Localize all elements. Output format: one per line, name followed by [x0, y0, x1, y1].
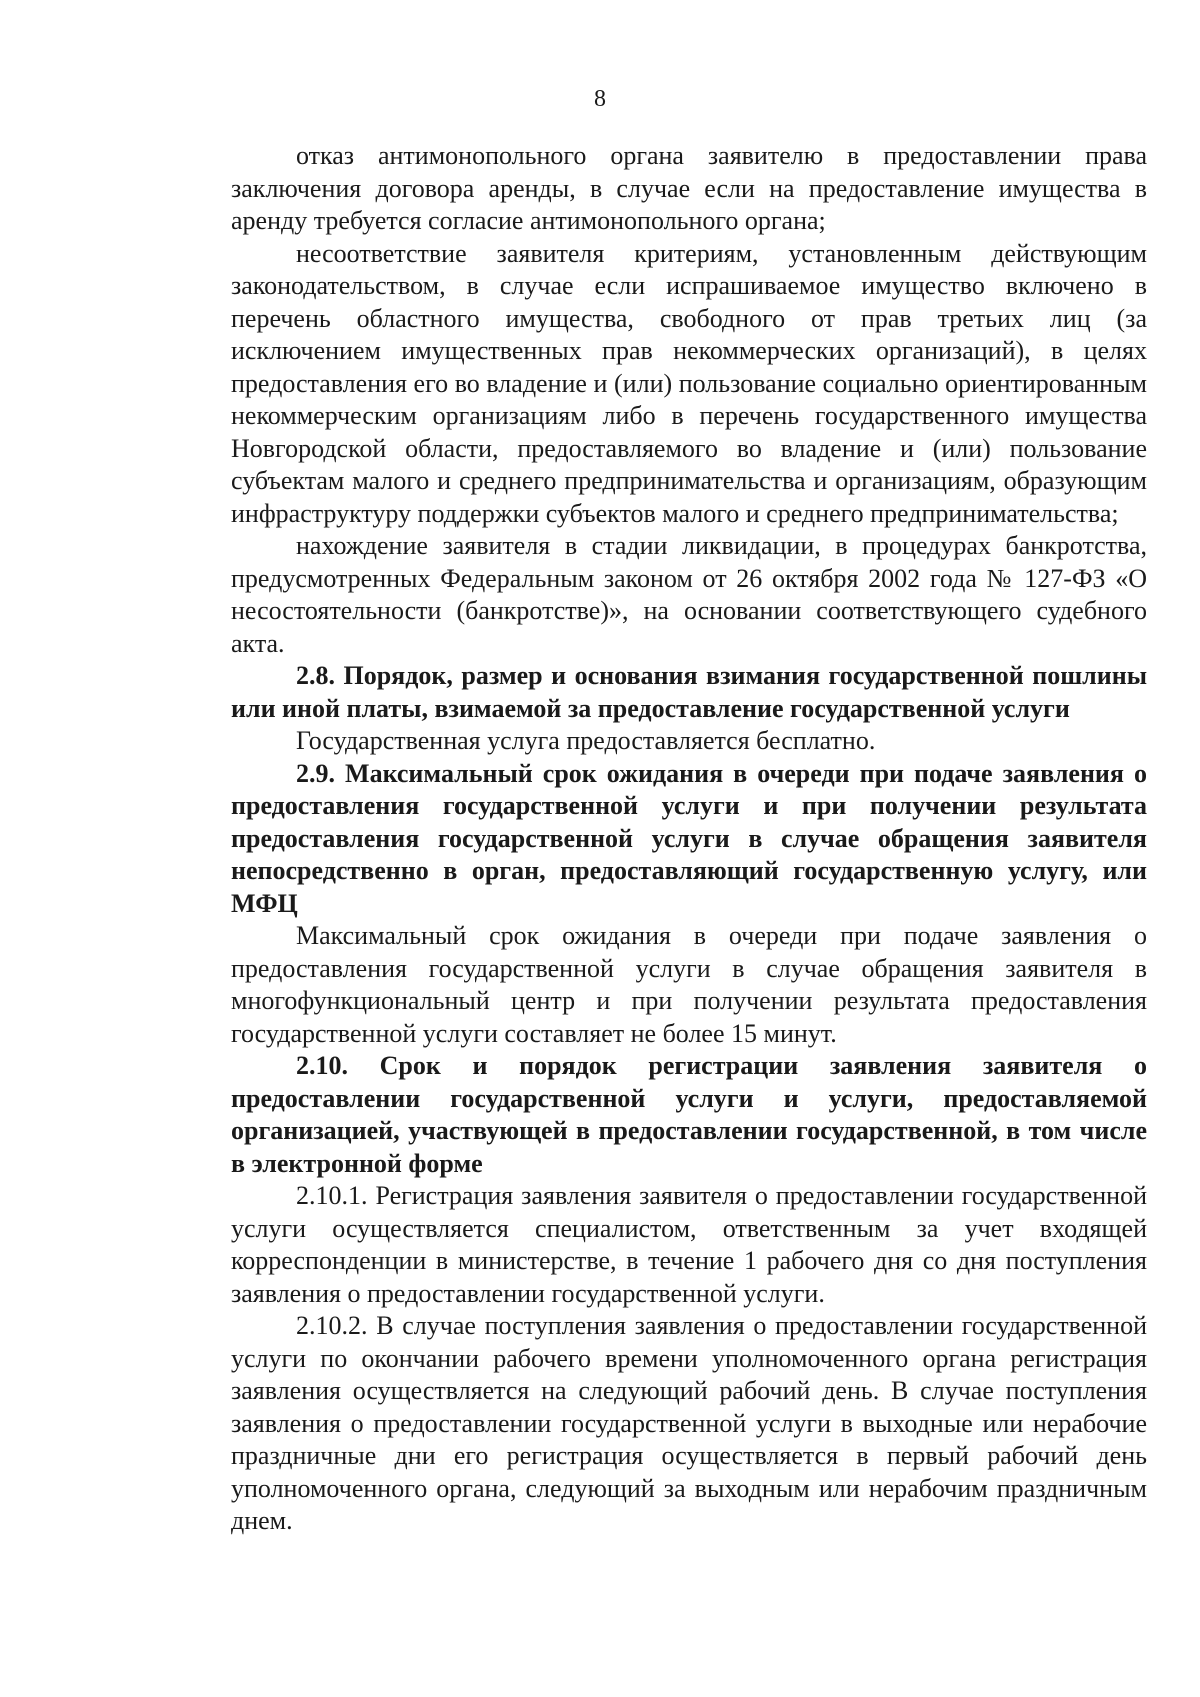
paragraph-max-wait-time: Максимальный срок ожидания в очереди при подаче заявления о предоставления государственной услуги в случае обращения заявителя в многофункциональный центр и при получении результата предоставления государственной услуги составляет не более 15 минут.	[231, 921, 1147, 1048]
page-number: 8	[594, 86, 606, 112]
paragraph-2-10-1: 2.10.1. Регистрация заявления заявителя о предоставлении государственной услуги осуществляется специалистом, ответственным за учет входящей корреспонденции в министерстве, в течение 1 рабочего дня со дня поступления заявления о предоставлении государственной услуги.	[231, 1181, 1147, 1308]
paragraph-antimonopoly-refusal: отказ антимонопольного органа заявителю в предоставлении права заключения договора аренды, в случае если на предоставление имущества в аренду требуется согласие антимонопольного органа;	[231, 141, 1147, 235]
section-heading-2-9: 2.9. Максимальный срок ожидания в очереди при подаче заявления о предоставления государственной услуги и при получении результата предоставления государственной услуги в случае обращения заявителя непосредственно в орган, предоставляющий государственную услугу, или МФЦ	[231, 758, 1147, 918]
paragraph-criteria-mismatch: несоответствие заявителя критериям, установленным действующим законодательством, в случае если испрашиваемое имущество включено в перечень областного имущества, свободного от прав третьих лиц (за исключением имущественных прав некоммерческих организаций), в целях предоставления его во владение и (или) пользование социально ориентированным некоммерческим организациям либо в перечень государственного имущества Новгородской области, предоставляемого во владение и (или) пользование субъектам малого и среднего предпринимательства и организациям, образующим инфраструктуру поддержки субъектов малого и среднего предпринимательства;	[231, 238, 1147, 528]
paragraph-liquidation: нахождение заявителя в стадии ликвидации, в процедурах банкротства, предусмотренных Федеральным законом от 26 октября 2002 года № 127-ФЗ «О несостоятельности (банкротстве)», на основании соответствующего судебного акта.	[231, 531, 1147, 658]
paragraph-2-10-2: 2.10.2. В случае поступления заявления о предоставлении государственной услуги по окончании рабочего времени уполномоченного органа регистрация заявления осуществляется на следующий рабочий день. В случае поступления заявления о предоставлении государственной услуги в выходные или нерабочие праздничные дни его регистрация осуществляется в первый рабочий день уполномоченного органа, следующий за выходным или нерабочим праздничным днем.	[231, 1311, 1147, 1535]
section-heading-2-8: 2.8. Порядок, размер и основания взимания государственной пошлины или иной платы, взимаемой за предоставление государственной услуги	[231, 661, 1147, 723]
paragraph-free-service: Государственная услуга предоставляется бесплатно.	[296, 726, 876, 755]
section-heading-2-10: 2.10. Срок и порядок регистрации заявления заявителя о предоставлении государственной услуги и услуги, предоставляемой организацией, участвующей в предоставлении государственной, в том числе в электронной форме	[231, 1051, 1147, 1178]
document-body	[231, 140, 1147, 1538]
